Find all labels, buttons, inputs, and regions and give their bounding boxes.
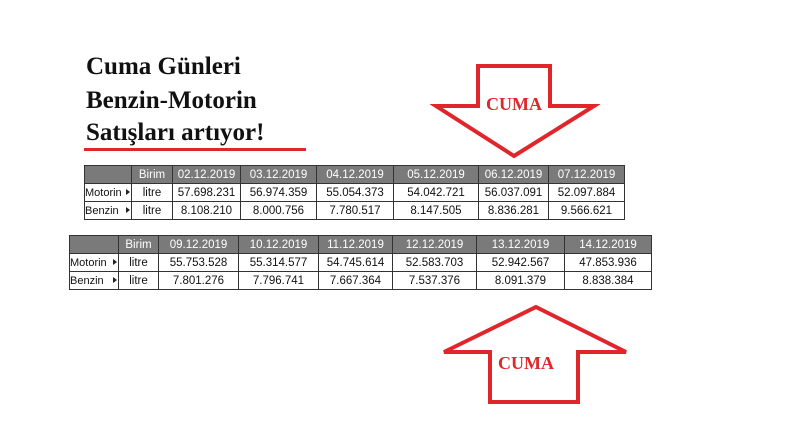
headline-underline [84, 148, 306, 151]
row-label: Motorin [85, 184, 132, 202]
value-cell: 54.042.721 [394, 184, 479, 202]
value-cell: 54.745.614 [319, 254, 393, 272]
date-header: 06.12.2019 [479, 166, 549, 184]
date-header: 07.12.2019 [549, 166, 625, 184]
value-cell: 7.537.376 [393, 272, 477, 290]
value-cell: 9.566.621 [549, 202, 625, 220]
date-header: 09.12.2019 [159, 236, 239, 254]
value-cell: 7.801.276 [159, 272, 239, 290]
value-cell: 55.314.577 [239, 254, 319, 272]
date-header: 14.12.2019 [565, 236, 652, 254]
value-cell: 56.037.091 [479, 184, 549, 202]
value-cell: 52.942.567 [477, 254, 565, 272]
date-header: 04.12.2019 [317, 166, 394, 184]
row-label: Benzin [70, 272, 119, 290]
value-cell: 8.147.505 [394, 202, 479, 220]
sales-table-week-1 [84, 165, 625, 220]
date-header: 11.12.2019 [319, 236, 393, 254]
value-cell: 8.000.756 [241, 202, 317, 220]
headline-line-3: Satışları artıyor! [86, 119, 265, 146]
table-row [85, 184, 625, 202]
unit-cell: litre [119, 254, 159, 272]
date-header: 03.12.2019 [241, 166, 317, 184]
table-row [70, 272, 652, 290]
value-cell: 55.054.373 [317, 184, 394, 202]
value-cell: 52.583.703 [393, 254, 477, 272]
value-cell: 7.667.364 [319, 272, 393, 290]
table-header-row [70, 236, 652, 254]
value-cell: 8.836.281 [479, 202, 549, 220]
value-cell: 55.753.528 [159, 254, 239, 272]
headline-line-2: Benzin-Motorin [86, 87, 257, 114]
unit-header: Birim [119, 236, 159, 254]
date-header: 02.12.2019 [173, 166, 241, 184]
value-cell: 57.698.231 [173, 184, 241, 202]
headline-line-1: Cuma Günleri [86, 53, 241, 80]
value-cell: 52.097.884 [549, 184, 625, 202]
date-header: 12.12.2019 [393, 236, 477, 254]
table-row [85, 202, 625, 220]
date-header: 10.12.2019 [239, 236, 319, 254]
date-header: 05.12.2019 [394, 166, 479, 184]
date-header: 13.12.2019 [477, 236, 565, 254]
sales-table-week-2 [69, 235, 652, 290]
table-header-row [85, 166, 625, 184]
value-cell: 7.796.741 [239, 272, 319, 290]
table-corner-cell [85, 166, 132, 184]
value-cell: 8.838.384 [565, 272, 652, 290]
table-corner-cell [70, 236, 119, 254]
unit-cell: litre [132, 202, 173, 220]
unit-cell: litre [132, 184, 173, 202]
value-cell: 8.108.210 [173, 202, 241, 220]
unit-cell: litre [119, 272, 159, 290]
top-arrow-label: CUMA [486, 94, 542, 114]
value-cell: 8.091.379 [477, 272, 565, 290]
table-row [70, 254, 652, 272]
value-cell: 47.853.936 [565, 254, 652, 272]
value-cell: 56.974.359 [241, 184, 317, 202]
value-cell: 7.780.517 [317, 202, 394, 220]
bottom-arrow-label: CUMA [498, 353, 554, 373]
row-label: Benzin [85, 202, 132, 220]
unit-header: Birim [132, 166, 173, 184]
row-label: Motorin [70, 254, 119, 272]
